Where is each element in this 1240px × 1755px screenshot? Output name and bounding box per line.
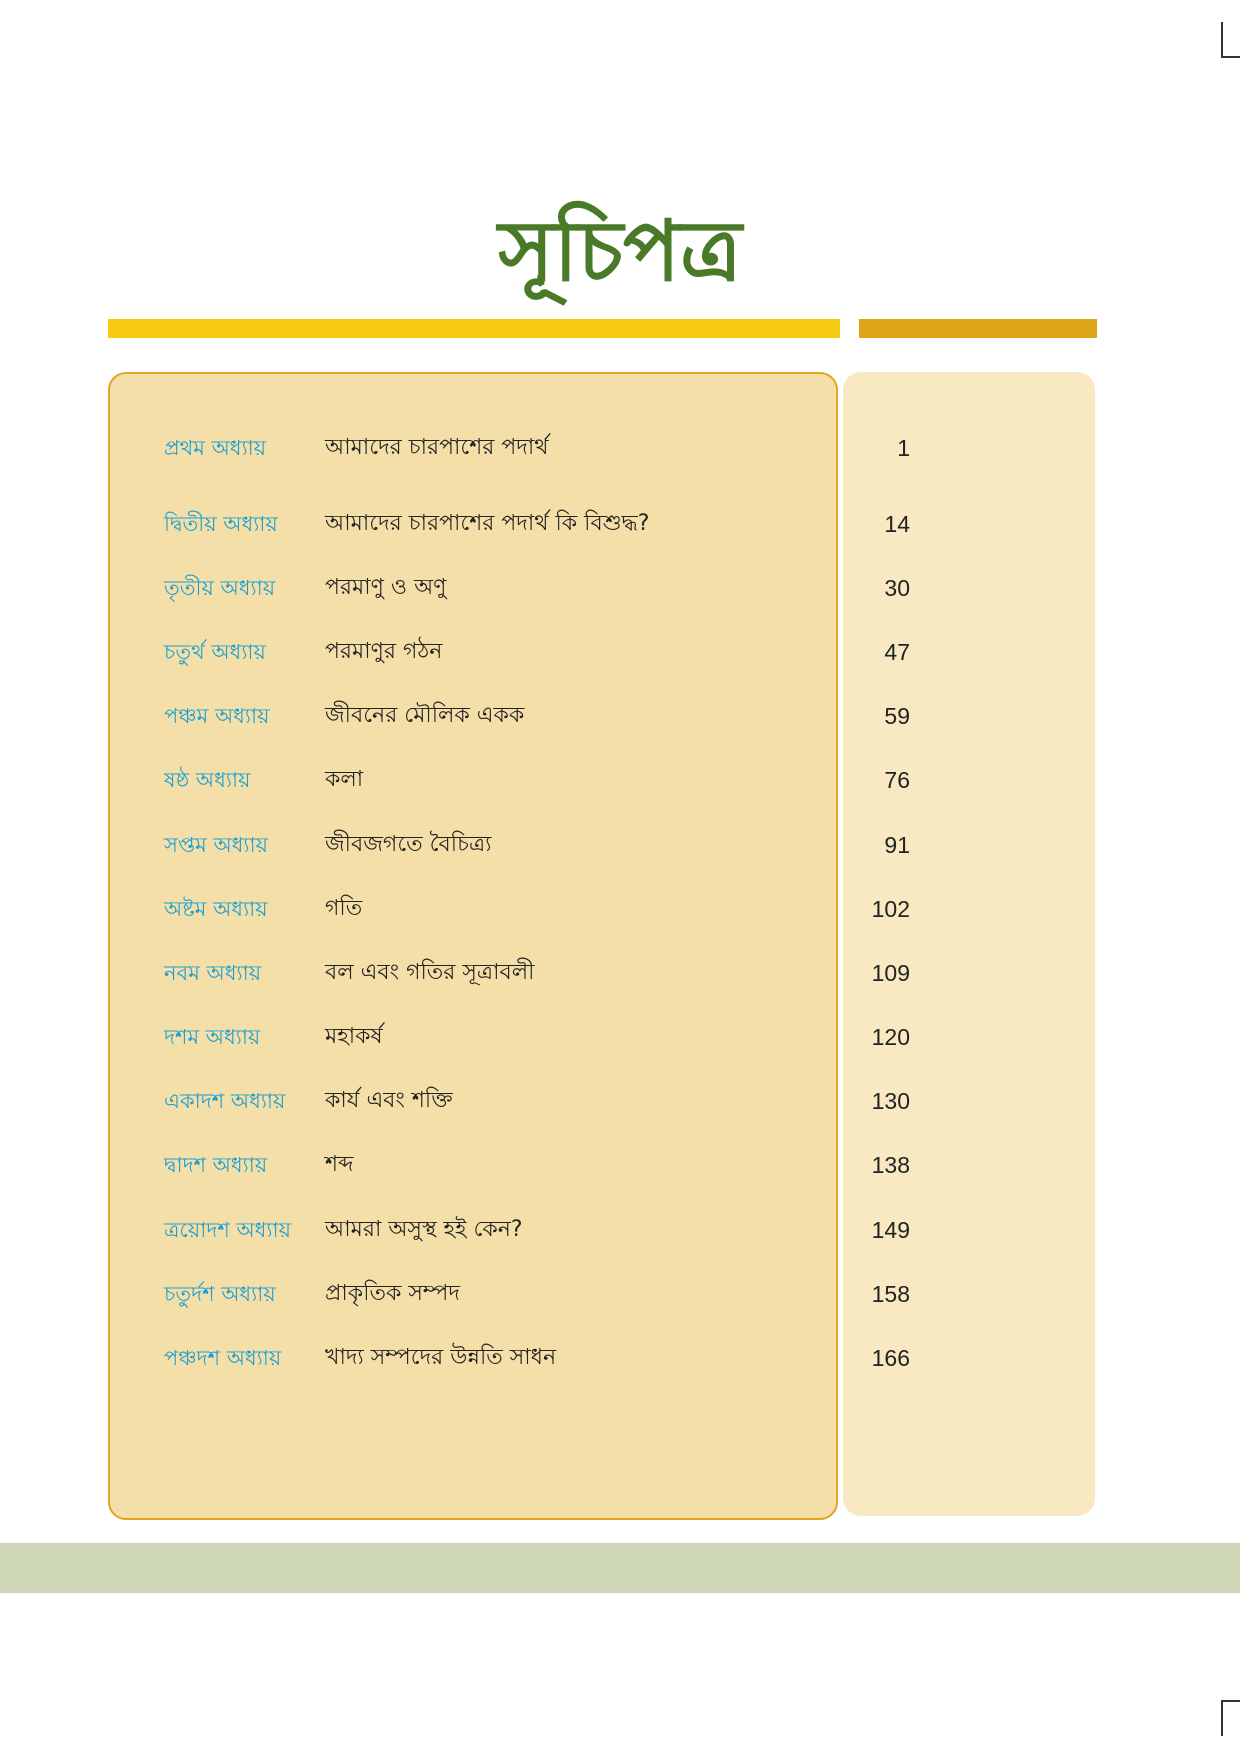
chapter-label: ত্রয়োদশ অধ্যায় xyxy=(164,1218,291,1242)
chapter-title: খাদ্য সম্পদের উন্নতি সাধন xyxy=(325,1345,557,1370)
page-title: সূচিপত্র xyxy=(498,201,742,300)
chapter-label: দ্বিতীয় অধ্যায় xyxy=(164,512,278,536)
toc-row xyxy=(0,632,1240,672)
crop-mark-bottom-horizontal xyxy=(1223,1700,1240,1702)
crop-mark-bottom-vertical xyxy=(1221,1700,1223,1736)
chapter-label: দ্বাদশ অধ্যায় xyxy=(164,1153,268,1177)
toc-row xyxy=(0,1081,1240,1121)
chapter-page-number: 166 xyxy=(871,1345,910,1371)
chapter-page-number: 102 xyxy=(871,896,910,922)
chapter-page-number: 59 xyxy=(884,703,910,729)
chapter-page-number: 1 xyxy=(897,435,910,461)
chapter-page-number: 76 xyxy=(884,767,910,793)
chapter-title: বল এবং গতির সূত্রাবলী xyxy=(325,960,535,985)
chapter-title: জীবনের মৌলিক একক xyxy=(325,703,525,728)
chapter-label: অষ্টম অধ্যায় xyxy=(164,897,268,921)
chapter-page-number: 138 xyxy=(871,1152,910,1178)
chapter-page-number: 130 xyxy=(871,1088,910,1114)
crop-mark-top-horizontal xyxy=(1223,56,1240,58)
toc-row xyxy=(0,504,1240,544)
chapter-title: মহাকর্ষ xyxy=(325,1024,383,1049)
footer-band xyxy=(0,1543,1240,1593)
toc-row xyxy=(0,1274,1240,1314)
toc-row xyxy=(0,889,1240,929)
toc-row xyxy=(0,953,1240,993)
title-underline-orange xyxy=(859,319,1097,338)
chapter-label: পঞ্চদশ অধ্যায় xyxy=(164,1346,282,1370)
chapter-label: সপ্তম অধ্যায় xyxy=(164,833,268,857)
chapter-title: শব্দ xyxy=(325,1152,354,1177)
chapter-title: আমাদের চারপাশের পদার্থ xyxy=(325,435,549,460)
title-underline-yellow xyxy=(108,319,840,338)
chapter-title: প্রাকৃতিক সম্পদ xyxy=(325,1281,460,1306)
crop-mark-top-vertical xyxy=(1221,22,1223,58)
chapter-label: চতুর্থ অধ্যায় xyxy=(164,640,266,664)
chapter-page-number: 30 xyxy=(884,575,910,601)
toc-row xyxy=(0,428,1240,468)
chapter-label: ষষ্ঠ অধ্যায় xyxy=(164,768,251,792)
toc-row xyxy=(0,696,1240,736)
chapter-title: আমাদের চারপাশের পদার্থ কি বিশুদ্ধ? xyxy=(325,511,650,536)
toc-row xyxy=(0,1338,1240,1378)
chapter-page-number: 120 xyxy=(871,1024,910,1050)
chapter-page-number: 109 xyxy=(871,960,910,986)
chapter-label: নবম অধ্যায় xyxy=(164,961,262,985)
toc-row xyxy=(0,1017,1240,1057)
chapter-label: দশম অধ্যায় xyxy=(164,1025,261,1049)
toc-row xyxy=(0,760,1240,800)
chapter-title: পরমাণুর গঠন xyxy=(325,639,443,664)
chapter-title: কলা xyxy=(325,767,364,792)
chapter-title: গতি xyxy=(325,896,363,921)
chapter-page-number: 14 xyxy=(884,511,910,537)
chapter-title: কার্য এবং শক্তি xyxy=(325,1088,453,1113)
chapter-page-number: 149 xyxy=(871,1217,910,1243)
chapter-page-number: 158 xyxy=(871,1281,910,1307)
chapter-title: পরমাণু ও অণু xyxy=(325,575,447,600)
toc-row xyxy=(0,1210,1240,1250)
toc-row xyxy=(0,1145,1240,1185)
chapter-label: প্রথম অধ্যায় xyxy=(164,436,267,460)
chapter-label: চতুর্দশ অধ্যায় xyxy=(164,1282,276,1306)
chapter-label: পঞ্চম অধ্যায় xyxy=(164,704,270,728)
chapter-page-number: 47 xyxy=(884,639,910,665)
chapter-label: একাদশ অধ্যায় xyxy=(164,1089,286,1113)
chapter-title: আমরা অসুস্থ হই কেন? xyxy=(325,1217,523,1242)
chapter-title: জীবজগতে বৈচিত্র্য xyxy=(325,832,492,857)
toc-row xyxy=(0,825,1240,865)
toc-row xyxy=(0,568,1240,608)
chapter-page-number: 91 xyxy=(884,832,910,858)
chapter-label: তৃতীয় অধ্যায় xyxy=(164,576,276,600)
